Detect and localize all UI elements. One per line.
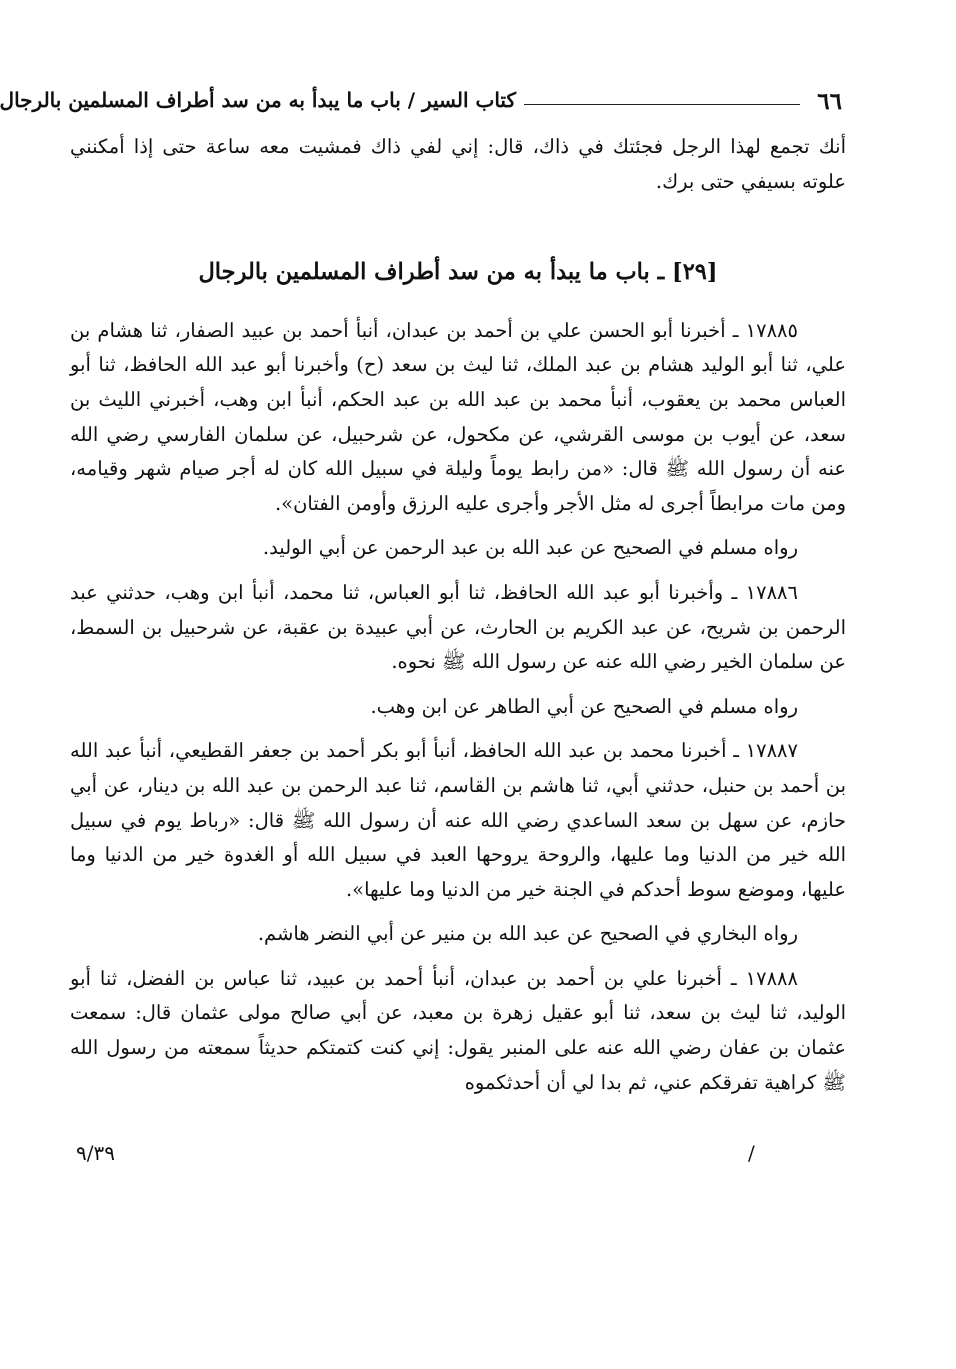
running-title: كتاب السير / باب ما يبدأ به من سد أطراف المسلمين بالرجال <box>0 88 516 112</box>
page-break-marker: / <box>748 1141 755 1165</box>
narration-note: رواه مسلم في الصحيح عن عبد الله بن عبد الرحمن عن أبي الوليد. <box>262 536 798 560</box>
hadith-17887: ١٧٨٨٧ ـ أخبرنا محمد بن عبد الله الحافظ، أنبأ أبو بكر أحمد بن جعفر القطيعي، أنبأ عبد الله بن أحمد بن حنبل، حدثني أبي، ثنا هاشم بن القاسم، ثنا عبد الرحمن بن عبد الله بن دينار، عن أبي حازم، عن سهل بن سعد الساعدي رضي الله عنه أن رسول الله ﷺ قال: «رباط يوم في سبيل الله خير من الدنيا وما عليها، والروحة يروحها العبد في سبيل الله أو الغدوة خير من الدنيا وما عليها، وموضع سوط أحدكم في الجنة خير من الدنيا وما عليها». <box>70 739 846 901</box>
volume-page-reference: ٩/٣٩ <box>76 1141 115 1165</box>
hadith-17886: ١٧٨٨٦ ـ وأخبرنا أبو عبد الله الحافظ، ثنا أبو العباس، ثنا محمد، أنبأ ابن وهب، حدثني عبد الرحمن بن شريح، عن عبد الكريم بن الحارث، عن أبي عبيدة بن عقبة، عن شرحبيل بن السمط، عن سلمان الخير رضي الله عنه عن رسول الله ﷺ نحوه. <box>70 580 846 674</box>
page-header <box>0 82 846 118</box>
page-number: ٦٦ <box>817 88 842 115</box>
continuation-paragraph: أنك تجمع لهذا الرجل فجئتك في ذاك، قال: إني لفي ذاك فمشيت معه ساعة حتى إذا أمكنني علوته بسيفي حتى برك. <box>70 135 846 193</box>
chapter-heading: [٢٩] ـ باب ما يبدأ به من سد أطراف المسلمين بالرجال <box>198 259 718 286</box>
hadith-17888: ١٧٨٨٨ ـ أخبرنا علي بن أحمد بن عبدان، أنبأ أحمد بن عبيد، ثنا عباس بن الفضل، ثنا أبو الوليد، ثنا ليث بن سعد، ثنا أبو عقيل زهرة بن معبد، عن أبي صالح مولى عثمان قال: سمعت عثمان بن عفان رضي الله عنه على المنبر يقول: إني كنت كتمتكم حديثاً سمعته من رسول الله ﷺ كراهية تفرقكم عني، ثم بدا لي أن أحدثكموه <box>70 966 846 1094</box>
narration-note: رواه مسلم في الصحيح عن أبي الطاهر عن ابن وهب. <box>370 694 798 718</box>
page-body <box>70 130 846 1100</box>
header-rule <box>524 104 800 105</box>
narration-note: رواه البخاري في الصحيح عن عبد الله بن منير عن أبي النضر هاشم. <box>257 922 798 946</box>
hadith-17885: ١٧٨٨٥ ـ أخبرنا أبو الحسن علي بن أحمد بن عبدان، أنبأ أحمد بن عبيد الصفار، ثنا هشام بن علي، ثنا أبو الوليد هشام بن عبد الملك، ثنا ليث بن سعد (ح) وأخبرنا أبو عبد الله الحافظ، ثنا أبو العباس محمد بن يعقوب، أنبأ محمد بن عبد الله بن عبد الحكم، أنبأ ابن وهب، أخبرني الليث بن سعد، عن أيوب بن موسى القرشي، عن مكحول، عن شرحبيل، عن سلمان الفارسي رضي الله عنه أن رسول الله ﷺ قال: «من رابط يوماً وليلة في سبيل الله كان له أجر صيام شهر وقيامه، ومن مات مرابطاً أجرى له مثل الأجر وأجرى عليه الرزق وأومن الفتان». <box>70 318 846 515</box>
